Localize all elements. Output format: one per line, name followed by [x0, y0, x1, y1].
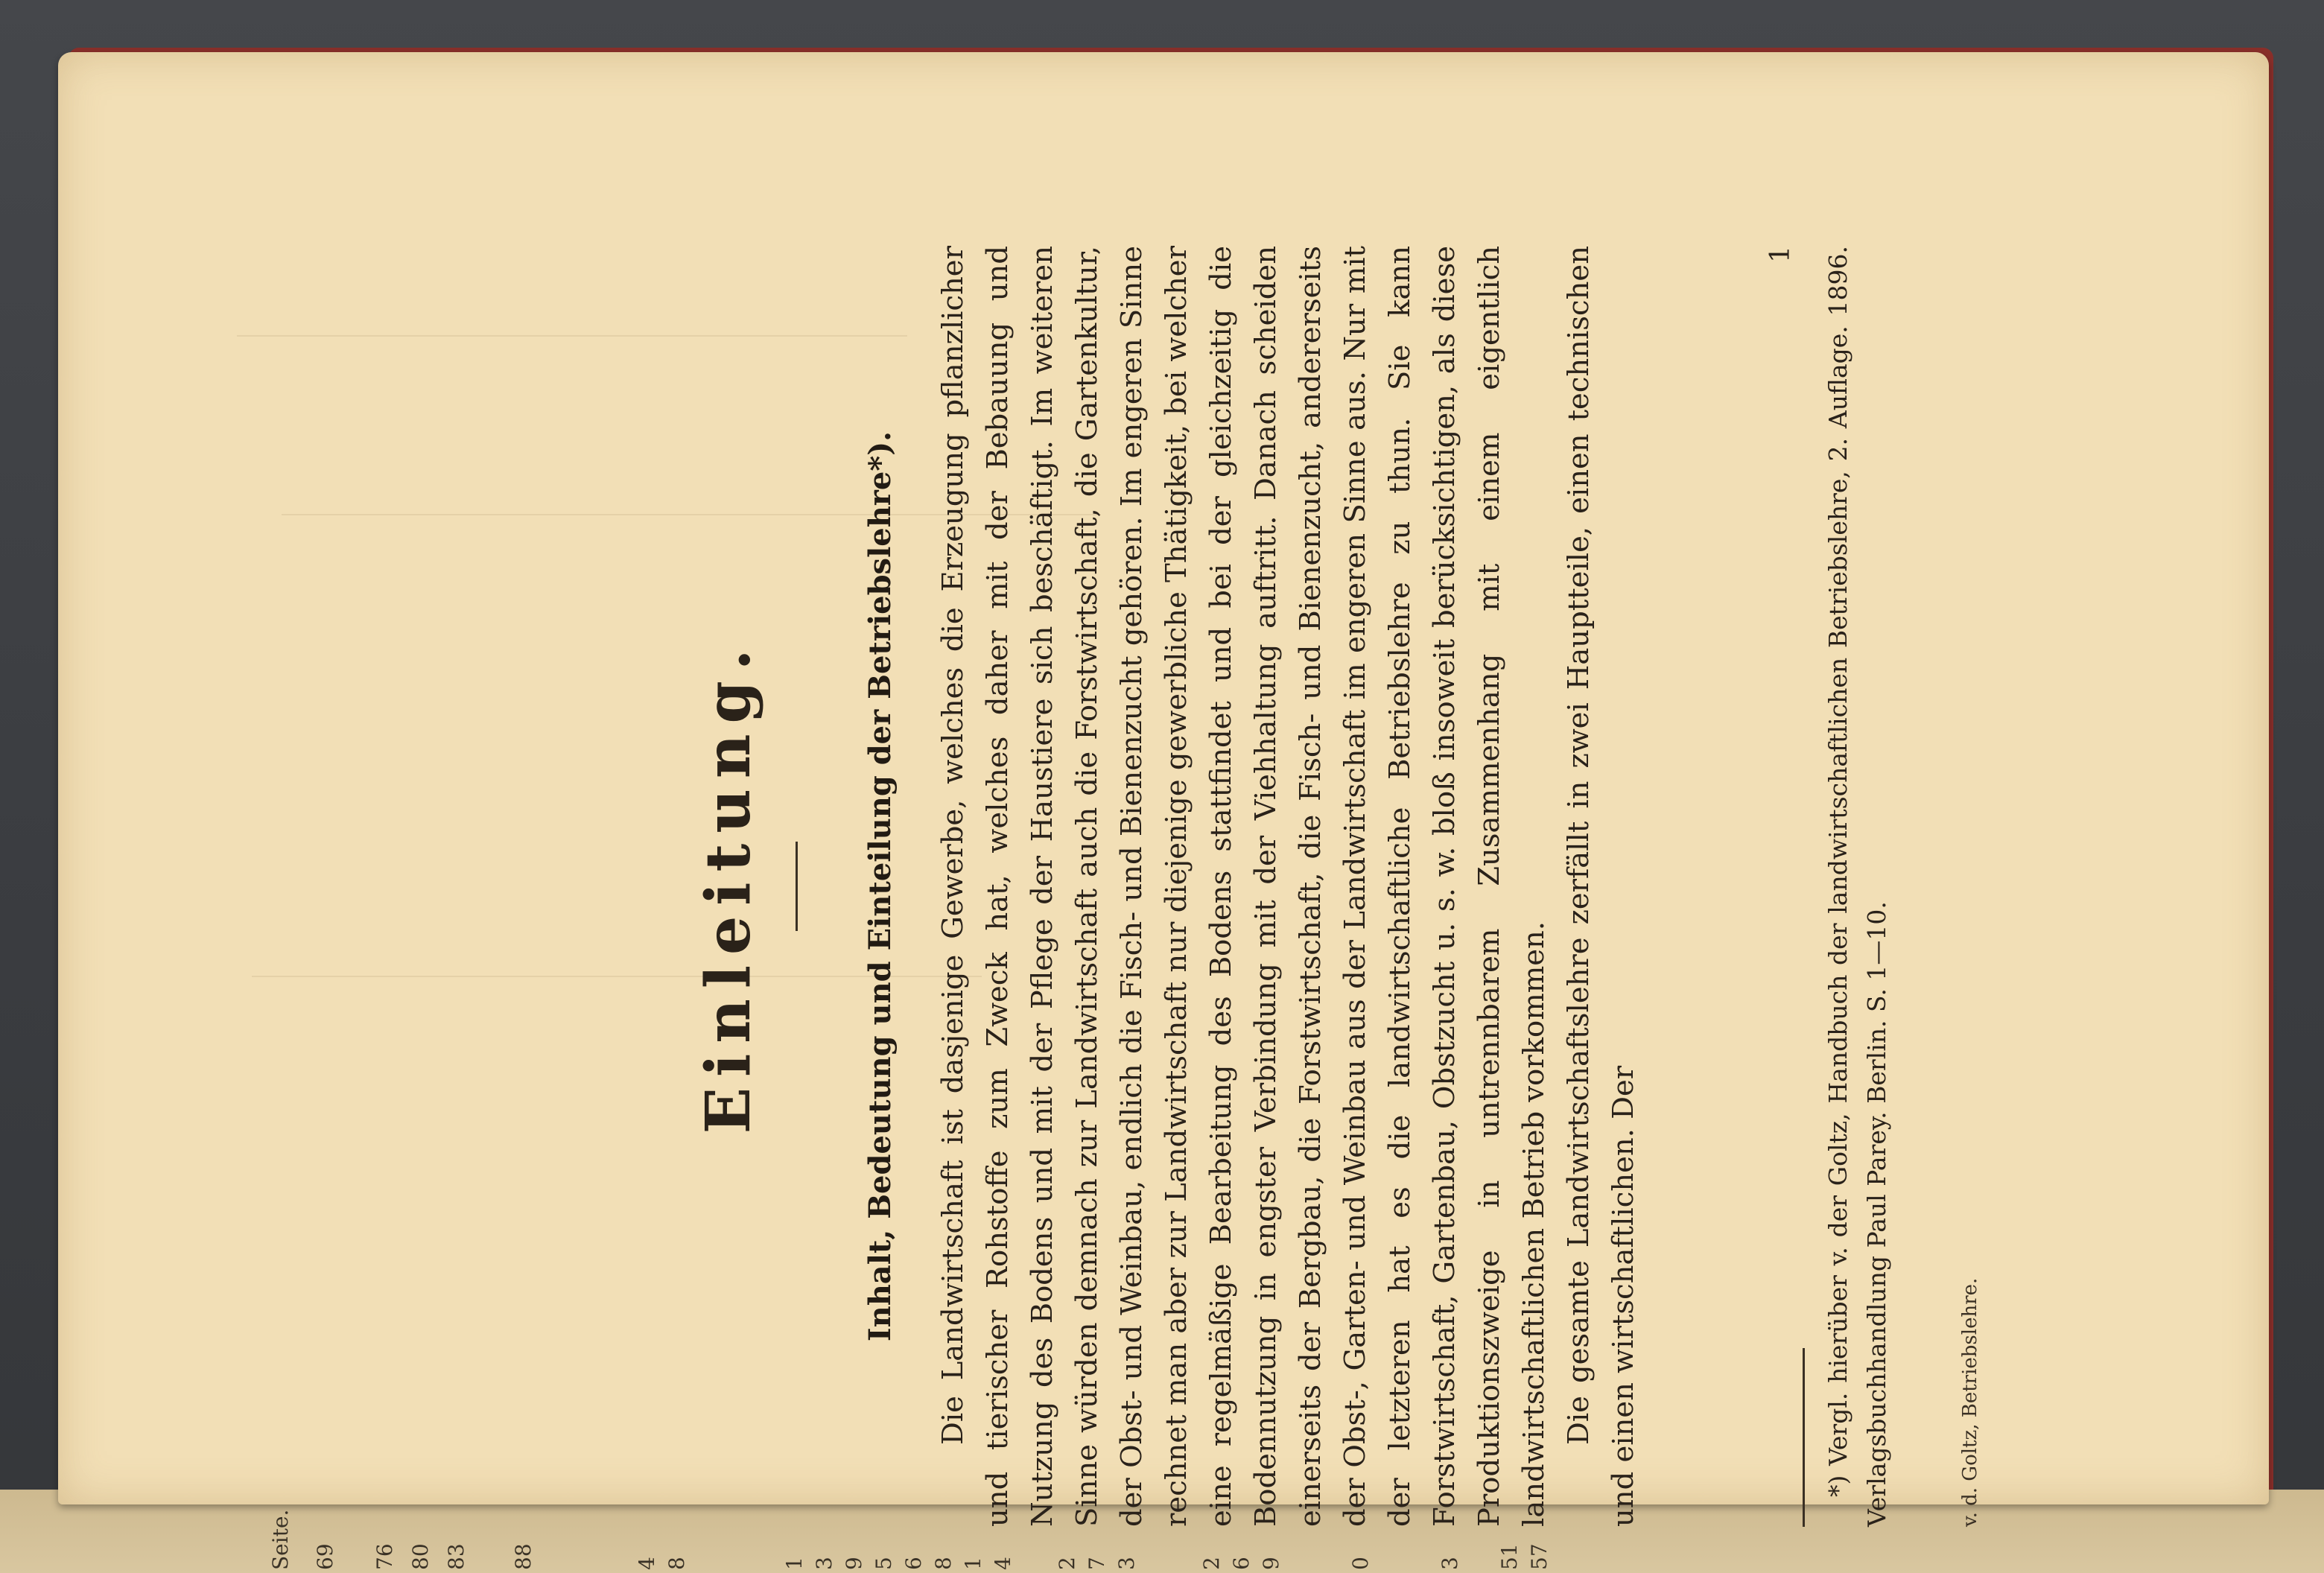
previous-page-number: 1 [782, 1557, 807, 1570]
footnote-rule [1803, 1348, 1805, 1527]
previous-page-number: 6 [1229, 1557, 1254, 1570]
footnote [1819, 246, 1896, 1527]
previous-page-number: 7 [1085, 1557, 1109, 1570]
body-paragraph: Die Landwirtschaft ist dasjenige Gewerbe, welches die Erzeugung pflanzlicher und tierischer Rohstoffe zum Zweck hat, welches daher mit der Bebauung und Nutzung des Bodens und mit der Pflege der Haustiere sich beschäftigt. Im weiteren Sinne würden demnach zur Landwirtschaft auch die Forstwirtschaft, die Gartenkultur, der Obst- und Weinbau, endlich die Fisch- und Bienenzucht gehören. Im engeren Sinne rechnet man aber zur Landwirtschaft nur diejenige gewerbliche Thätigkeit, bei welcher eine regelmäßige Bearbeitung des Bodens stattfindet und bei der gleichzeitig die Bodennutzung in engster Verbindung mit der Viehhaltung auftritt. Danach scheiden einerseits der Bergbau, die Forstwirtschaft, die Fisch- und Bienenzucht, andererseits der Obst-, Garten- und Weinbau aus der Landwirtschaft im engeren Sinne aus. Nur mit der letzteren hat es die landwirtschaftliche Betriebslehre zu thun. Sie kann Forstwirtschaft, Gartenbau, Obstzucht u. s. w. bloß insoweit berücksichtigen, als diese Produktionszweige in untrennbarem Zusammenhang mit einem eigentlich landwirtschaftlichen Betrieb vorkommen. [936, 246, 1551, 1527]
body-paragraph: Die gesamte Landwirtschaftslehre zerfällt in zwei Hauptteile, einen technischen und einen wirtschaftlichen. Der [1562, 246, 1640, 1527]
page-content [693, 246, 2108, 1527]
footnote-text: *) Vergl. hierüber v. der Goltz, Handbuch der landwirtschaftlichen Betriebslehre, 2. Auflage. 1896. Verlagsbuchhandlung Paul Parey. Berlin. S. 1—10. [1823, 246, 1891, 1527]
section-heading: Inhalt, Bedeutung und Einteilung der Betriebslehre*). [863, 430, 898, 1342]
previous-page-number: 83 [444, 1543, 469, 1570]
previous-page-number: 9 [1259, 1557, 1283, 1570]
previous-page-number: 4 [635, 1557, 659, 1570]
previous-page-number: 0 [1348, 1557, 1373, 1570]
previous-page-number: 4 [991, 1557, 1015, 1570]
previous-page-number: 57 [1527, 1543, 1552, 1570]
previous-page-number: 9 [842, 1557, 866, 1570]
previous-page-number: 2 [1199, 1557, 1224, 1570]
previous-page-number: 51 [1497, 1543, 1522, 1570]
signature-line: v. d. Goltz, Betriebslehre. [1959, 1277, 1981, 1527]
previous-page-number: 3 [812, 1557, 836, 1570]
previous-page-number: 5 [872, 1557, 896, 1570]
previous-page-number: 8 [931, 1557, 956, 1570]
previous-page-number: 69 [313, 1543, 337, 1570]
previous-page-number: 1 [961, 1557, 985, 1570]
body-text [931, 246, 1646, 1527]
previous-page-number: 3 [1114, 1557, 1139, 1570]
previous-page-number: 8 [664, 1557, 689, 1570]
previous-page-number: Seite. [268, 1509, 293, 1570]
chapter-title: Einleitung. [693, 638, 764, 1134]
title-rule [796, 842, 798, 931]
previous-page-number: 76 [372, 1543, 397, 1570]
previous-page-number: 80 [408, 1543, 433, 1570]
previous-page-number: 3 [1438, 1557, 1462, 1570]
previous-page-number: 2 [1055, 1557, 1079, 1570]
previous-page-number: 6 [901, 1557, 926, 1570]
previous-page-number: 88 [511, 1543, 536, 1570]
page-number: 1 [1765, 246, 1796, 263]
